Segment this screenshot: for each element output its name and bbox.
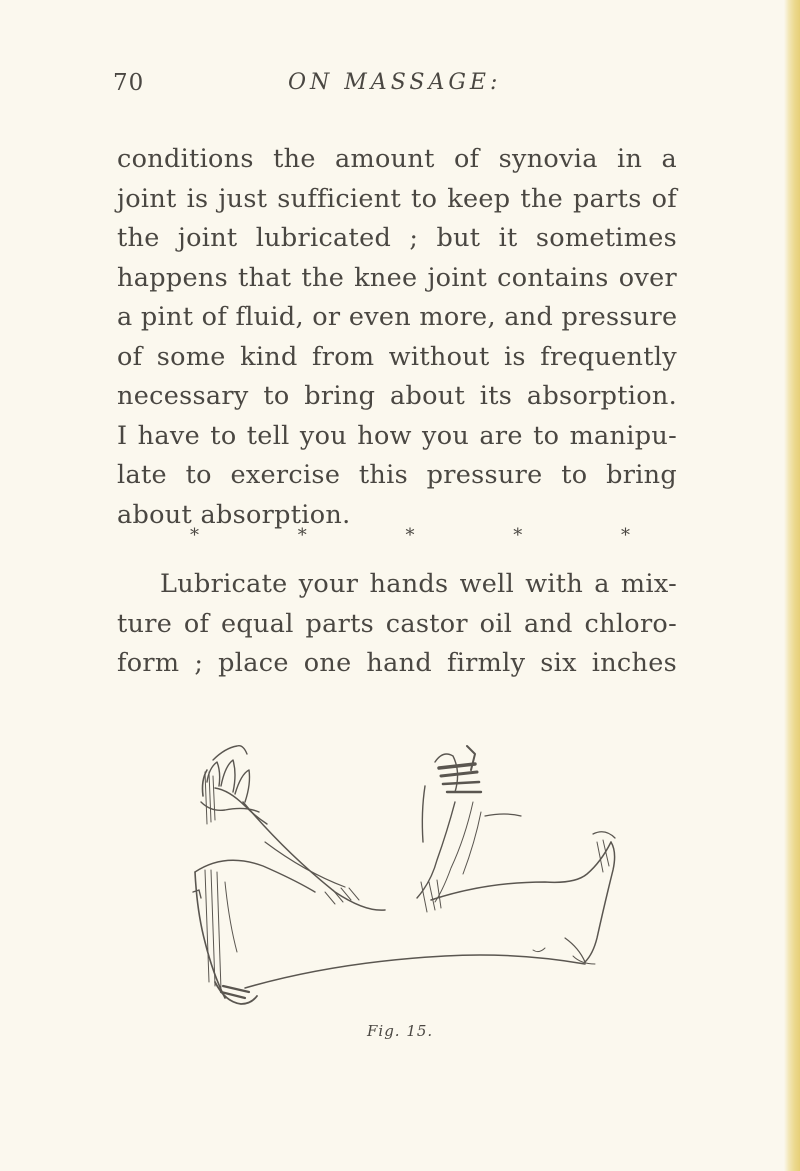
text-line: necessary to bring about its absorption.: [117, 381, 677, 411]
section-separator: [190, 524, 630, 548]
paragraph-1: [117, 140, 677, 535]
right-hand-illustration: [417, 746, 521, 902]
figure-caption: Fig. 15.: [367, 1022, 434, 1040]
paragraph-2-first-line: [160, 565, 677, 605]
text-line: about absorption.: [117, 499, 351, 530]
text-line: conditions the amount of synovia in a: [117, 144, 677, 174]
running-head: ON MASSAGE:: [288, 70, 502, 95]
text-line: Lubricate your hands well with a mix-: [160, 569, 677, 599]
separator-star: *: [190, 525, 199, 546]
separator-star: *: [513, 525, 523, 546]
page-edge-shadow: [784, 0, 800, 1171]
figure-hands-on-knee: [185, 742, 635, 1010]
text-line: happens that the knee joint contains over: [117, 262, 677, 293]
separator-star: *: [297, 525, 307, 546]
text-line: I have to tell you how you are to manipu-: [117, 420, 677, 451]
text-line: a pint of fluid, or even more, and pressure: [117, 302, 678, 332]
left-hand-illustration: [201, 746, 267, 824]
text-line: of some kind from without is frequently: [117, 341, 677, 372]
text-line: joint is just sufficient to keep the parts of: [117, 183, 677, 214]
text-line: ture of equal parts castor oil and chloro-: [117, 608, 677, 639]
left-shading: [193, 860, 315, 1004]
text-line: late to exercise this pressure to bring: [117, 460, 677, 490]
paragraph-2: [117, 605, 677, 684]
page-header: [0, 70, 800, 110]
text-line: the joint lubricated ; but it sometimes: [117, 223, 677, 253]
text-line: form ; place one hand firmly six inches: [117, 648, 677, 678]
page-number: 70: [113, 70, 145, 96]
separator-star: *: [621, 525, 630, 546]
separator-star: *: [405, 525, 415, 546]
